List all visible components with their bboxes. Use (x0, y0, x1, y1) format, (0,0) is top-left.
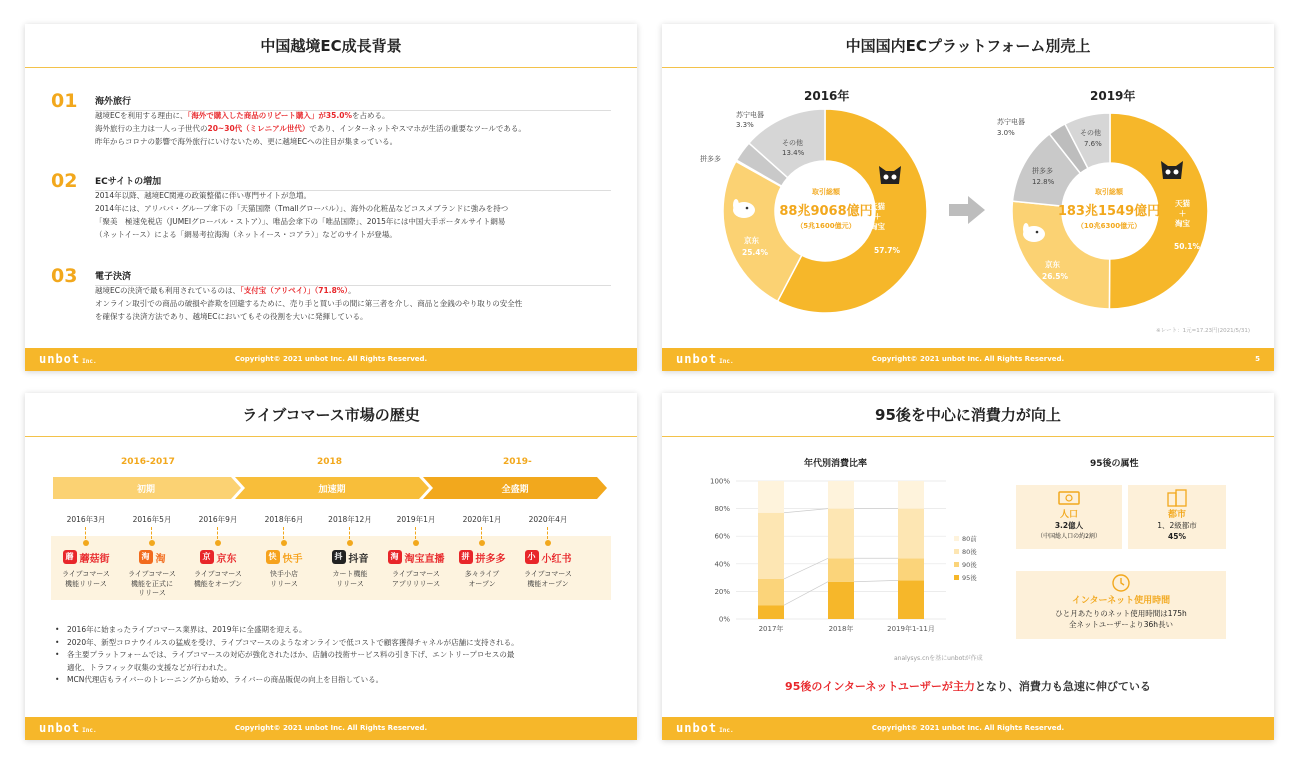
source-note: analysys.cnを基にunbotが作成 (894, 655, 983, 662)
connector-line (854, 580, 898, 581)
phase-early: 初期 (136, 484, 155, 495)
label-tmall-2019: 天猫 ＋ 淘宝 (1175, 199, 1190, 228)
label-jd-2016: 京东 (744, 236, 759, 245)
bullet-item: • 2016年に始まったライブコマース業界は、2019年に全盛期を迎える。 (55, 624, 615, 637)
legend-label: 95後 (962, 574, 977, 582)
text: 越境ECの決済で最も利用されているのは、 (95, 286, 240, 295)
value-tmall-2019: 50.1% (1174, 242, 1201, 251)
unbot-logo: unbot Inc. (676, 352, 734, 366)
slide-platform-sales (662, 24, 1274, 371)
text: 。 (348, 286, 356, 295)
value-pdd-2019: 12.8% (1032, 178, 1055, 186)
slide-footer (25, 348, 637, 371)
section-heading: 電子決済 (95, 269, 611, 286)
slide-footer (25, 717, 637, 740)
page-number: 5 (1255, 355, 1260, 363)
center-value: 183兆1549億円 (1057, 204, 1161, 219)
copyright: Copyright© 2021 unbot Inc. All Rights Reserved. (234, 724, 428, 732)
event-description: ライブコマース 機能オープン (524, 570, 572, 588)
bar-segment (758, 579, 784, 605)
timeline-dot (479, 540, 485, 546)
donut-center-2019 (1057, 187, 1161, 231)
connector-line (784, 582, 828, 605)
timeline-dot (347, 540, 353, 546)
legend-swatch (954, 536, 959, 541)
event-description: カート機能 リリース (332, 570, 368, 588)
value-jd-2019: 26.5% (1042, 272, 1069, 281)
text: 「聚美 極速免税店（JUMEIグローバル・ストア）」、唯品会傘下の「唯品国際」、2015年には中国大手ポータルサイト網易 (95, 217, 506, 226)
timeline-dot (545, 540, 551, 546)
center-label: 取引総額 (812, 188, 840, 196)
platform-logo-icon: 京 京东 (185, 548, 251, 566)
building-icon (1162, 489, 1192, 507)
timeline-tick (481, 527, 482, 539)
label-pdd-2019: 拼多多 (1032, 167, 1053, 175)
legend-label: 80後 (962, 548, 977, 556)
y-tick-label: 100% (709, 477, 730, 486)
money-icon (1054, 489, 1084, 507)
slide-title: 中国越境EC成長背景 (25, 24, 637, 68)
bar-segment (828, 481, 854, 509)
label-pdd-2016: 拼多多 (700, 155, 721, 163)
unbot-logo: unbot Inc. (676, 721, 734, 735)
timeline-event (251, 548, 317, 589)
stacked-bar-chart (692, 473, 1022, 653)
phase-peak: 全盛期 (501, 484, 529, 495)
phase-accelerate: 加速期 (318, 484, 346, 495)
slide-title: ライブコマース市場の歴史 (25, 393, 637, 437)
y-tick-label: 80% (714, 505, 730, 514)
text: を確保する決済方法であり、越境ECにおいてもその役割を大いに発揮している。 (95, 312, 368, 321)
timeline-dot (149, 540, 155, 546)
timeline-date: 2019年1月 (396, 515, 436, 524)
box-population (1016, 485, 1122, 549)
y-tick-label: 0% (718, 615, 730, 624)
legend-swatch (954, 562, 959, 567)
bar-segment (898, 481, 924, 509)
legend-swatch (954, 575, 959, 580)
bar-segment (828, 558, 854, 581)
bar-segment (758, 605, 784, 619)
event-description: ライブコマース 機能リリース (62, 570, 110, 588)
chart-title: 年代別消費比率 (804, 459, 868, 469)
timeline-date: 2018年12月 (328, 515, 372, 524)
label-jd-2019: 京东 (1045, 260, 1060, 269)
timeline-date: 2016年5月 (132, 515, 172, 524)
bar-segment (758, 513, 784, 579)
slide-ec-background (25, 24, 637, 371)
attributes-title: 95後の属性 (1090, 459, 1139, 469)
unbot-logo: unbot Inc. (39, 352, 97, 366)
bar-segment (828, 509, 854, 559)
timeline-date: 2018年6月 (264, 515, 304, 524)
highlight-text: 「海外で購入した商品のリピート購入」が35.0% (187, 111, 352, 120)
timeline-date: 2016年9月 (198, 515, 238, 524)
bar-segment (898, 580, 924, 619)
value-other-2019: 7.6% (1084, 140, 1102, 148)
copyright: Copyright© 2021 unbot Inc. All Rights Reserved. (871, 355, 1065, 363)
timeline-event (53, 548, 119, 589)
timeline-tick (283, 527, 284, 539)
timeline-event (515, 548, 581, 589)
text: 海外旅行の主力は一人っ子世代の (95, 124, 208, 133)
box-value: 3.2億人 (1054, 521, 1084, 530)
platform-logo-icon: 拼 拼多多 (449, 548, 515, 566)
timeline-tick (415, 527, 416, 539)
copyright: Copyright© 2021 unbot Inc. All Rights Reserved. (234, 355, 428, 363)
label-suning-2019: 苏宁电器 (997, 118, 1025, 126)
bar-segment (898, 509, 924, 559)
slide-livecommerce-history (25, 393, 637, 740)
text: 越境ECを利用する理由に、 (95, 111, 188, 120)
timeline-event (119, 548, 185, 599)
section-number: 02 (51, 170, 78, 192)
text: （ネットイース）による「網易考拉海淘（ネットイース・コアラ）」などのサイトが登場。 (95, 230, 397, 239)
bullet-item: • 2020年、新型コロナウイルスの猛威を受け、ライブコマースのようなオンラインで低コストで顧客獲得チャネルが店舗に支持される。 (55, 637, 615, 650)
section-body (95, 109, 611, 148)
box-note: （中国総人口の約2割） (1037, 533, 1101, 540)
connector-line (784, 558, 828, 579)
bullet-list (55, 624, 615, 687)
platform-logo-icon: 小 小红书 (515, 548, 581, 566)
section-heading: 海外旅行 (95, 94, 611, 111)
value-suning-2016: 3.3% (736, 121, 754, 129)
timeline-dot (281, 540, 287, 546)
box-city (1128, 485, 1226, 549)
y-tick-label: 20% (714, 587, 730, 596)
year-2016: 2016年 (804, 89, 850, 103)
platform-logo-icon: 淘 淘宝直播 (383, 548, 449, 566)
period-label: 2016-2017 (121, 457, 175, 467)
value-jd-2016: 25.4% (742, 248, 769, 257)
box-note: 全ネットユーザーより36h長い (1069, 620, 1173, 629)
y-tick-label: 60% (714, 532, 730, 541)
section-number: 03 (51, 265, 78, 287)
bar-segment (898, 558, 924, 580)
timeline-date: 2020年1月 (462, 515, 502, 524)
text: 2014年には、アリババ・グループ傘下の「天猫国際（Tmallグローバル）」、海外の化粧品などコスメブランドに強みを持つ (95, 204, 509, 213)
text: オンライン取引での商品の破損や詐欺を回避するために、売り手と買い手の間に第三者を介し、商品と金銭のやり取りの安全性 (95, 299, 523, 308)
timeline-tick (217, 527, 218, 539)
timeline-tick (85, 527, 86, 539)
bullet-continuation: • 各主要プラットフォームでは、ライブコマースの対応が強化されたほか、店舗の技術サービス料の引き下げ、エントリープロセスの最 適化、トラフィック収集の支援などが行われた。 (55, 649, 615, 674)
box-title: インターネット使用時間 (1071, 596, 1171, 606)
box-title: 都市 (1167, 510, 1186, 520)
unbot-logo: unbot Inc. (39, 721, 97, 735)
y-tick-label: 40% (714, 560, 730, 569)
center-sub: （10兆6300億元） (1076, 222, 1142, 230)
event-description: 快手小店 リリース (270, 570, 298, 588)
period-label: 2019- (503, 457, 532, 467)
year-2019: 2019年 (1090, 89, 1136, 103)
text: 昨年からコロナの影響で海外旅行にいけないため、更に越境ECへの注目が集まっている。 (95, 137, 398, 146)
section-body (95, 284, 611, 323)
timeline-event (383, 548, 449, 589)
period-label: 2018 (317, 457, 343, 467)
highlight-text: 20~30代（ミレニアル世代） (207, 124, 310, 133)
timeline-event (449, 548, 515, 589)
timeline-dot (83, 540, 89, 546)
text: 2014年以降、越境EC関連の政策整備に伴い専門サイトが急増。 (95, 191, 312, 200)
conclusion (662, 678, 1274, 694)
slide-footer (662, 717, 1274, 740)
platform-logo-icon: 快 快手 (251, 548, 317, 566)
clock-icon (1109, 573, 1133, 593)
arrow-icon (949, 196, 985, 224)
platform-logo-icon: 抖 抖音 (317, 548, 383, 566)
conclusion-text: となり、消費力も急速に伸びている (974, 680, 1151, 693)
x-tick-label: 2018年 (828, 625, 854, 633)
x-tick-label: 2019年1-11月 (887, 625, 935, 633)
legend-label: 80前 (962, 535, 977, 543)
value-other-2016: 13.4% (782, 149, 805, 157)
highlight-text: 「支付宝（アリペイ）」（71.8%） (239, 286, 349, 295)
legend-label: 90後 (962, 561, 977, 569)
box-internet-time (1016, 571, 1226, 639)
label-tmall-2016: 天猫 ＋ 淘宝 (870, 202, 885, 231)
timeline-dot (413, 540, 419, 546)
section-body (95, 189, 611, 241)
value-tmall-2016: 57.7% (874, 246, 901, 255)
exchange-rate-note: ※レート：1元=17.23円(2021/5/31) (1156, 328, 1250, 334)
x-tick-label: 2017年 (758, 625, 784, 633)
box-value: 1、2級都市 (1157, 521, 1197, 530)
text: であり、インターネットやスマホが生活の重要なツールである。 (309, 124, 526, 133)
connector-line (784, 509, 828, 513)
timeline-date: 2016年3月 (66, 515, 106, 524)
center-label: 取引総額 (1095, 188, 1123, 196)
platform-logo-icon: 蘑 蘑菇街 (53, 548, 119, 566)
box-title: 人口 (1059, 510, 1078, 520)
bar-segment (828, 582, 854, 619)
platform-logo-icon: 淘 淘 (119, 548, 185, 566)
slide-title: 95後を中心に消費力が向上 (662, 393, 1274, 437)
donut-center-2016 (776, 187, 876, 231)
label-other-2019: その他 (1080, 129, 1101, 137)
box-value: ひと月あたりのネット使用時間は175h (1055, 609, 1187, 618)
slide-gen95-consumption (662, 393, 1274, 740)
copyright: Copyright© 2021 unbot Inc. All Rights Reserved. (871, 724, 1065, 732)
event-description: ライブコマース 機能を正式に リリース (128, 570, 176, 597)
timeline-tick (349, 527, 350, 539)
conclusion-highlight: 95後のインターネットユーザーが主力 (785, 680, 975, 693)
event-description: 多々ライブ オープン (464, 570, 500, 588)
timeline-date: 2020年4月 (528, 515, 568, 524)
timeline-event (317, 548, 383, 589)
label-other-2016: その他 (782, 139, 803, 147)
event-description: ライブコマース アプリリリース (391, 570, 441, 588)
value-suning-2019: 3.0% (997, 129, 1015, 137)
bar-segment (758, 481, 784, 513)
timeline-dot (215, 540, 221, 546)
box-note: 45% (1168, 532, 1186, 541)
event-description: ライブコマース 機能をオープン (193, 570, 243, 588)
bullet-item: • MCN代理店もライバーのトレーニングから始め、ライバーの商品販促の向上を目指している。 (55, 674, 615, 687)
timeline-tick (151, 527, 152, 539)
section-heading: ECサイトの増加 (95, 174, 611, 191)
text: を占める。 (351, 111, 390, 120)
section-number: 01 (51, 90, 78, 112)
center-value: 88兆9068億円 (779, 204, 873, 219)
slide-footer (662, 348, 1274, 371)
label-suning-2016: 苏宁电器 (736, 111, 764, 119)
center-sub: （5兆1600億元） (796, 222, 856, 230)
donut-chart-2016 (662, 24, 1274, 371)
timeline-tick (547, 527, 548, 539)
timeline-event (185, 548, 251, 589)
legend-swatch (954, 549, 959, 554)
slide-title: 中国国内ECプラットフォーム別売上 (662, 24, 1274, 68)
